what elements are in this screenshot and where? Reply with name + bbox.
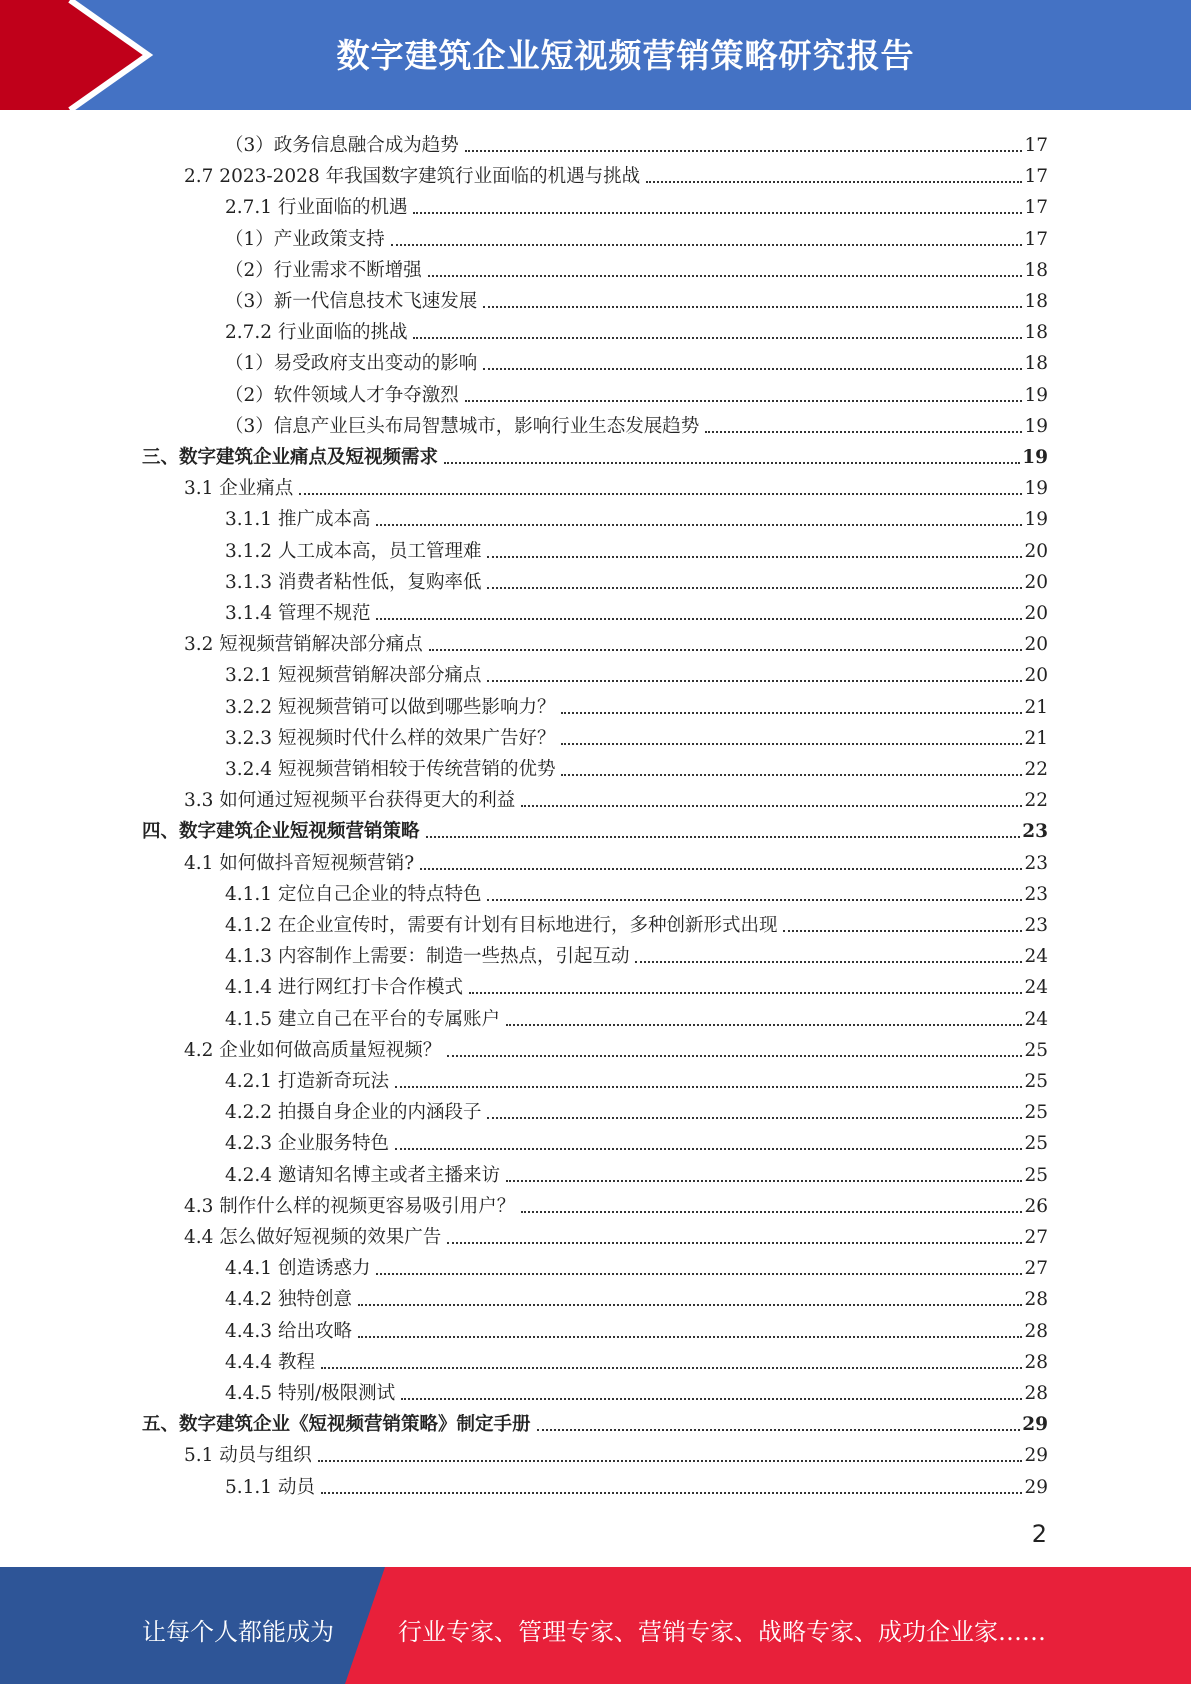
- toc-entry-page: 19: [1024, 478, 1048, 500]
- toc-entry-label: 3.3 如何通过短视频平台获得更大的利益: [184, 790, 516, 812]
- toc-entry-page: 20: [1024, 634, 1048, 656]
- toc-entry[interactable]: [225, 500, 1048, 531]
- toc-entry-page: 24: [1024, 946, 1048, 968]
- toc-entry-label: 3.1.2 人工成本高，员工管理难: [225, 540, 482, 562]
- toc-entry-label: 3.1 企业痛点: [184, 478, 294, 500]
- toc-entry-label: 3.2.1 短视频营销解决部分痛点: [225, 665, 482, 687]
- toc-entry-page: 27: [1024, 1258, 1048, 1280]
- toc-leader-dots: [506, 1179, 1022, 1182]
- toc-entry-label: 3.2 短视频营销解决部分痛点: [184, 634, 423, 656]
- toc-entry[interactable]: [184, 1187, 1048, 1218]
- toc-leader-dots: [395, 1147, 1022, 1150]
- toc-entry-label: 5.1 动员与组织: [184, 1445, 312, 1467]
- toc-leader-dots: [413, 211, 1022, 214]
- toc-entry-label: 3.1.1 推广成本高: [225, 509, 371, 531]
- toc-leader-dots: [465, 399, 1023, 402]
- toc-entry[interactable]: [225, 563, 1048, 594]
- toc-leader-dots: [521, 804, 1022, 807]
- toc-entry[interactable]: [184, 157, 1048, 188]
- toc-entry-page: 18: [1024, 291, 1048, 312]
- toc-entry-page: 26: [1024, 1195, 1048, 1217]
- toc-entry[interactable]: [184, 781, 1048, 812]
- toc-entry-page: 18: [1024, 322, 1048, 344]
- toc-entry-page: 23: [1022, 821, 1048, 843]
- toc-entry[interactable]: [225, 750, 1048, 781]
- toc-entry-label: 三、数字建筑企业痛点及短视频需求: [142, 447, 439, 468]
- toc-entry-label: 4.1 如何做抖音短视频营销?: [184, 852, 415, 874]
- toc-entry-page: 25: [1024, 1039, 1048, 1061]
- toc-leader-dots: [428, 274, 1023, 277]
- toc-leader-dots: [537, 1428, 1021, 1431]
- toc-entry-page: 25: [1024, 1164, 1048, 1186]
- toc-entry-page: 28: [1024, 1383, 1048, 1404]
- toc-entry[interactable]: [225, 1312, 1048, 1343]
- toc-leader-dots: [487, 555, 1022, 558]
- toc-leader-dots: [487, 586, 1022, 589]
- toc-entry[interactable]: [142, 438, 1048, 469]
- toc-leader-dots: [420, 867, 1022, 870]
- toc-entry[interactable]: [142, 812, 1048, 843]
- toc-leader-dots: [561, 711, 1022, 714]
- toc-entry-page: 18: [1024, 353, 1048, 375]
- toc-leader-dots: [429, 648, 1023, 651]
- toc-leader-dots: [447, 1054, 1022, 1057]
- toc-entry-label: 五、数字建筑企业《短视频营销策略》制定手册: [142, 1414, 531, 1436]
- toc-leader-dots: [444, 461, 1020, 464]
- toc-entry-label: （1）产业政策支持: [225, 228, 385, 250]
- toc-entry-page: 25: [1024, 1102, 1048, 1124]
- toc-entry-page: 20: [1024, 603, 1048, 624]
- toc-entry-page: 19: [1022, 447, 1048, 468]
- toc-leader-dots: [635, 960, 1022, 963]
- toc-entry[interactable]: [184, 625, 1048, 656]
- toc-leader-dots: [318, 1459, 1023, 1462]
- footer-slogan-right: 行业专家、管理专家、营销专家、战略专家、成功企业家……: [398, 1618, 1046, 1646]
- toc-entry[interactable]: [225, 251, 1048, 282]
- toc-leader-dots: [447, 1241, 1022, 1244]
- toc-entry-page: 25: [1024, 1133, 1048, 1155]
- toc-entry[interactable]: [225, 1280, 1048, 1311]
- toc-entry[interactable]: [225, 1249, 1048, 1280]
- toc-entry[interactable]: [225, 688, 1048, 719]
- toc-entry[interactable]: [225, 376, 1048, 407]
- toc-leader-dots: [299, 492, 1022, 495]
- toc-entry-label: 3.1.3 消费者粘性低，复购率低: [225, 571, 482, 593]
- toc-leader-dots: [487, 1116, 1022, 1119]
- toc-entry-page: 19: [1024, 384, 1048, 406]
- toc-leader-dots: [487, 898, 1022, 901]
- toc-entry-label: 4.2.1 打造新奇玩法: [225, 1071, 389, 1092]
- page-number: 2: [1031, 1520, 1047, 1548]
- toc-leader-dots: [376, 1272, 1022, 1275]
- toc-entry-page: 22: [1024, 759, 1048, 780]
- toc-entry-page: 19: [1024, 415, 1048, 437]
- toc-entry-label: 4.2.4 邀请知名博主或者主播来访: [225, 1164, 500, 1186]
- toc-entry[interactable]: [225, 344, 1048, 375]
- toc-entry-label: 4.4 怎么做好短视频的效果广告: [184, 1227, 442, 1248]
- toc-entry[interactable]: [225, 282, 1048, 313]
- toc-entry-page: 20: [1024, 571, 1048, 593]
- toc-entry[interactable]: [225, 220, 1048, 251]
- toc-entry-label: （2）软件领域人才争夺激烈: [225, 384, 459, 406]
- toc-entry-label: 4.1.4 进行网红打卡合作模式: [225, 977, 463, 999]
- toc-leader-dots: [395, 1085, 1022, 1088]
- footer-slogan-left: 让每个人都能成为: [142, 1618, 334, 1646]
- toc-entry-label: 4.4.2 独特创意: [225, 1289, 352, 1311]
- toc-leader-dots: [391, 243, 1023, 246]
- toc-entry-label: 4.4.5 特别/极限测试: [225, 1383, 396, 1404]
- toc-leader-dots: [465, 149, 1023, 152]
- toc-leader-dots: [401, 1397, 1022, 1400]
- toc-leader-dots: [506, 1023, 1022, 1026]
- toc-leader-dots: [521, 1210, 1022, 1213]
- toc-leader-dots: [358, 1335, 1023, 1338]
- toc-entry-page: 17: [1024, 228, 1048, 250]
- toc-entry-page: 28: [1024, 1351, 1048, 1373]
- toc-entry-label: （3）信息产业巨头布局智慧城市，影响行业生态发展趋势: [225, 415, 700, 437]
- toc-entry-label: 3.2.4 短视频营销相较于传统营销的优势: [225, 759, 556, 780]
- toc-entry-label: 4.1.5 建立自己在平台的专属账户: [225, 1008, 500, 1030]
- toc-entry[interactable]: [184, 1436, 1048, 1467]
- toc-leader-dots: [321, 1491, 1023, 1494]
- toc-entry-label: 4.3 制作什么样的视频更容易吸引用户？: [184, 1195, 516, 1217]
- toc-entry-label: 4.2.2 拍摄自身企业的内涵段子: [225, 1102, 482, 1124]
- toc-entry-label: 2.7 2023-2028 年我国数字建筑行业面临的机遇与挑战: [184, 166, 641, 188]
- toc-entry[interactable]: [225, 719, 1048, 750]
- toc-entry-page: 24: [1024, 1008, 1048, 1030]
- toc-entry[interactable]: [225, 1374, 1048, 1405]
- toc-entry[interactable]: [225, 188, 1048, 219]
- toc-entry-page: 19: [1024, 509, 1048, 531]
- toc-leader-dots: [413, 336, 1022, 339]
- toc-entry[interactable]: [142, 1405, 1048, 1436]
- toc-entry[interactable]: [225, 1343, 1048, 1374]
- toc-entry-label: （3）政务信息融合成为趋势: [225, 135, 459, 156]
- toc-entry-label: 3.1.4 管理不规范: [225, 603, 371, 624]
- toc-entry[interactable]: [225, 1000, 1048, 1031]
- toc-entry-label: （2）行业需求不断增强: [225, 259, 422, 281]
- toc-entry-page: 24: [1024, 977, 1048, 999]
- toc-entry-label: 4.2 企业如何做高质量短视频？: [184, 1039, 442, 1061]
- toc-leader-dots: [483, 367, 1022, 370]
- toc-entry-page: 29: [1024, 1476, 1048, 1498]
- toc-entry-label: （3）新一代信息技术飞速发展: [225, 291, 478, 312]
- toc-entry-page: 18: [1024, 259, 1048, 281]
- toc-leader-dots: [483, 305, 1022, 308]
- toc-entry-label: 5.1.1 动员: [225, 1476, 315, 1498]
- toc-entry-page: 29: [1024, 1445, 1048, 1467]
- toc-entry-label: 4.1.1 定位自己企业的特点特色: [225, 883, 482, 905]
- toc-entry[interactable]: [225, 906, 1048, 937]
- toc-entry[interactable]: [225, 1124, 1048, 1155]
- toc-entry-label: 3.2.2 短视频营销可以做到哪些影响力？: [225, 696, 556, 718]
- toc-entry-page: 21: [1024, 696, 1048, 718]
- toc-entry[interactable]: [225, 656, 1048, 687]
- toc-entry-label: 4.4.3 给出攻略: [225, 1320, 352, 1342]
- toc-entry-page: 29: [1022, 1414, 1048, 1436]
- toc-entry[interactable]: [184, 844, 1048, 875]
- toc-entry-label: 3.2.3 短视频时代什么样的效果广告好？: [225, 727, 556, 749]
- toc-entry[interactable]: [225, 1156, 1048, 1187]
- toc-entry-page: 21: [1024, 727, 1048, 749]
- toc-entry[interactable]: [225, 126, 1048, 157]
- toc-entry-label: （1）易受政府支出变动的影响: [225, 353, 478, 375]
- toc-entry[interactable]: [225, 875, 1048, 906]
- toc-entry[interactable]: [225, 1093, 1048, 1124]
- toc-entry-page: 17: [1024, 135, 1048, 156]
- toc-leader-dots: [376, 523, 1022, 526]
- toc-entry-page: 22: [1024, 790, 1048, 812]
- toc-entry[interactable]: [184, 469, 1048, 500]
- toc-leader-dots: [321, 1366, 1023, 1369]
- toc-leader-dots: [783, 929, 1022, 932]
- toc-entry-page: 28: [1024, 1320, 1048, 1342]
- toc-entry[interactable]: [225, 1468, 1048, 1499]
- toc-entry-label: 4.4.4 教程: [225, 1351, 315, 1373]
- toc-entry-page: 23: [1024, 883, 1048, 905]
- toc-entry[interactable]: [225, 532, 1048, 563]
- toc-entry-page: 23: [1024, 852, 1048, 874]
- toc-entry-page: 17: [1024, 197, 1048, 219]
- toc-entry[interactable]: [184, 1218, 1048, 1249]
- toc-entry-page: 20: [1024, 665, 1048, 687]
- toc-entry-page: 20: [1024, 540, 1048, 562]
- page-footer: [0, 1567, 1191, 1684]
- toc-entry-label: 4.1.3 内容制作上需要：制造一些热点，引起互动: [225, 946, 630, 968]
- page-header: [0, 0, 1191, 110]
- toc-entry[interactable]: [225, 407, 1048, 438]
- toc-leader-dots: [561, 773, 1022, 776]
- toc-leader-dots: [561, 742, 1022, 745]
- toc-leader-dots: [376, 617, 1022, 620]
- toc-leader-dots: [469, 991, 1022, 994]
- toc-entry[interactable]: [225, 594, 1048, 625]
- toc-entry-label: 4.4.1 创造诱惑力: [225, 1258, 371, 1280]
- toc-entry-label: 2.7.2 行业面临的挑战: [225, 322, 408, 344]
- toc-entry[interactable]: [225, 937, 1048, 968]
- toc-leader-dots: [426, 835, 1021, 838]
- toc-leader-dots: [487, 679, 1022, 682]
- toc-entry[interactable]: [225, 313, 1048, 344]
- toc-leader-dots: [358, 1303, 1023, 1306]
- toc-entry-page: 25: [1024, 1071, 1048, 1092]
- toc-entry[interactable]: [225, 968, 1048, 999]
- toc-entry[interactable]: [225, 1062, 1048, 1093]
- toc-entry-label: 4.1.2 在企业宣传时，需要有计划有目标地进行，多种创新形式出现: [225, 915, 778, 936]
- toc-entry-page: 17: [1024, 166, 1048, 188]
- toc-entry-label: 4.2.3 企业服务特色: [225, 1133, 389, 1155]
- toc-entry[interactable]: [184, 1031, 1048, 1062]
- toc-leader-dots: [646, 180, 1022, 183]
- toc-leader-dots: [705, 430, 1022, 433]
- toc-entry-label: 2.7.1 行业面临的机遇: [225, 197, 408, 219]
- report-title: 数字建筑企业短视频营销策略研究报告: [336, 36, 915, 75]
- toc-entry-page: 28: [1024, 1289, 1048, 1311]
- toc-entry-page: 23: [1024, 915, 1048, 936]
- toc-entry-label: 四、数字建筑企业短视频营销策略: [142, 821, 420, 843]
- toc-entry-page: 27: [1024, 1227, 1048, 1248]
